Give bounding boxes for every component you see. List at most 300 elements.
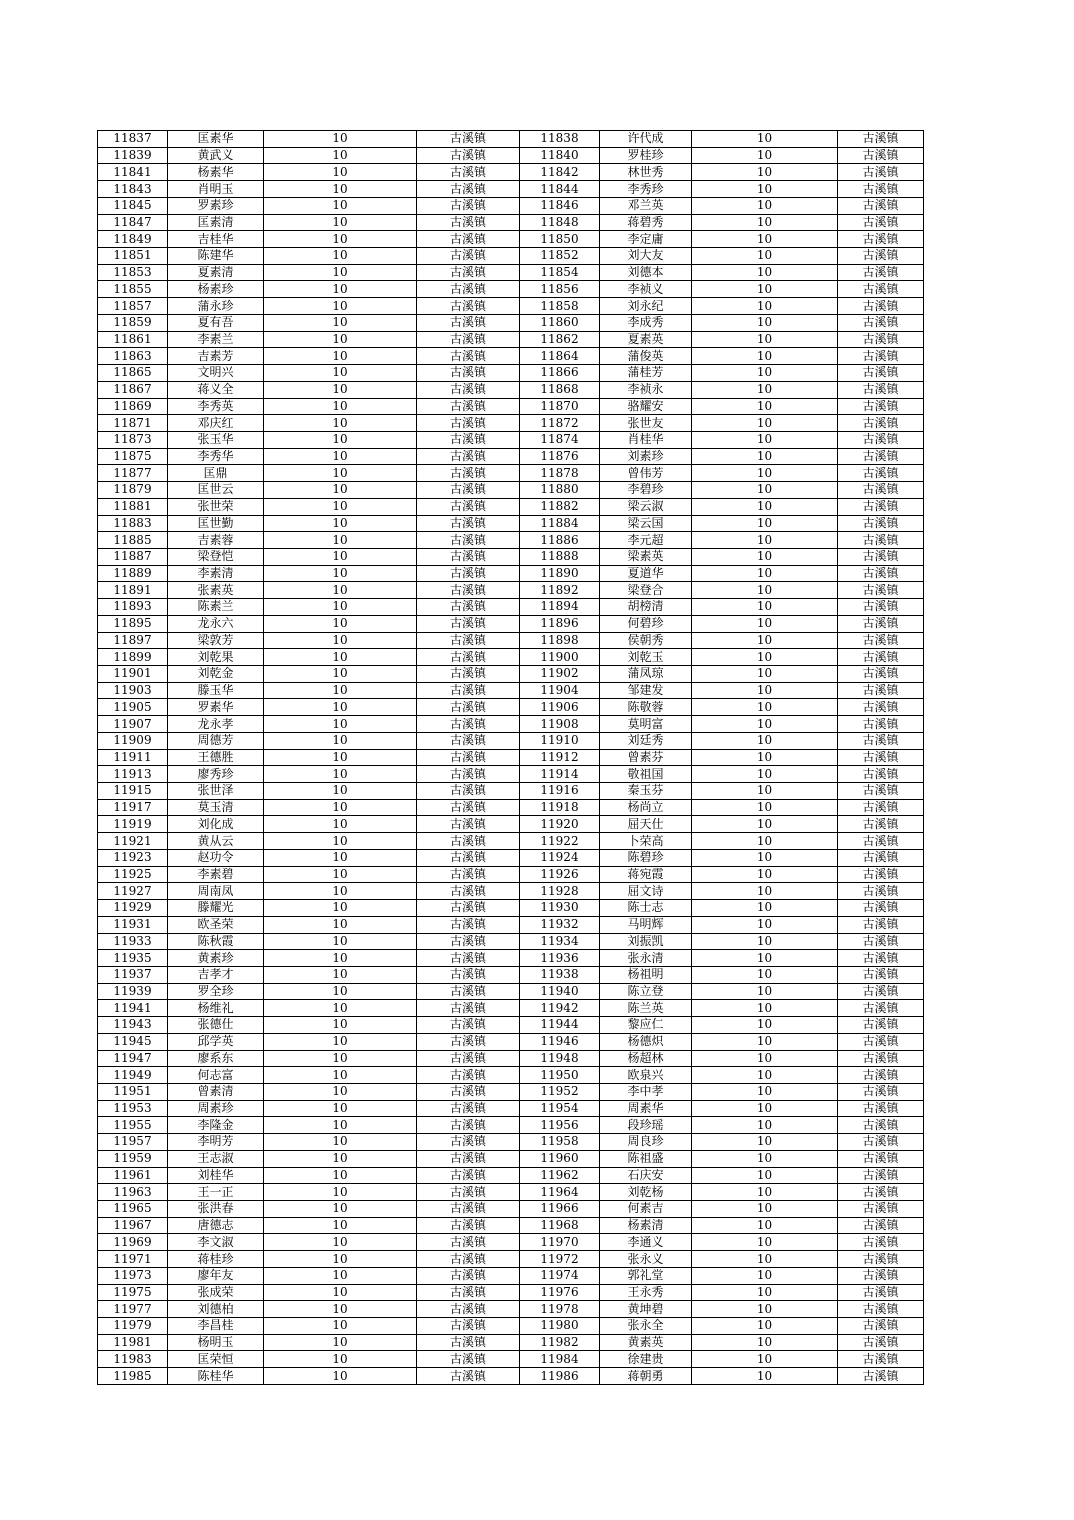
record-id-cell: 11915	[98, 783, 168, 800]
town-cell: 古溪镇	[838, 314, 924, 331]
person-name-cell: 周素华	[600, 1100, 692, 1117]
table-row	[98, 866, 924, 883]
person-name-cell: 蒋宛霞	[600, 866, 692, 883]
person-name-cell: 李素兰	[168, 331, 264, 348]
person-name-cell: 邓兰英	[600, 197, 692, 214]
table-row	[98, 381, 924, 398]
town-cell: 古溪镇	[417, 298, 520, 315]
person-name-cell: 陈祖盛	[600, 1150, 692, 1167]
person-name-cell: 龙永孝	[168, 716, 264, 733]
table-row	[98, 431, 924, 448]
amount-cell: 10	[692, 498, 838, 515]
table-row	[98, 1368, 924, 1385]
table-row	[98, 1184, 924, 1201]
town-cell: 古溪镇	[417, 615, 520, 632]
record-id-cell: 11865	[98, 365, 168, 382]
record-id-cell: 11852	[520, 248, 600, 265]
amount-cell: 10	[264, 632, 417, 649]
amount-cell: 10	[264, 916, 417, 933]
amount-cell: 10	[264, 699, 417, 716]
record-id-cell: 11846	[520, 197, 600, 214]
town-cell: 古溪镇	[838, 799, 924, 816]
amount-cell: 10	[692, 1368, 838, 1385]
person-name-cell: 陈立登	[600, 983, 692, 1000]
table-row	[98, 1134, 924, 1151]
table-row	[98, 933, 924, 950]
record-id-cell: 11887	[98, 548, 168, 565]
table-row	[98, 849, 924, 866]
person-name-cell: 夏素英	[600, 331, 692, 348]
amount-cell: 10	[264, 181, 417, 198]
town-cell: 古溪镇	[838, 783, 924, 800]
record-id-cell: 11837	[98, 131, 168, 148]
table-row	[98, 314, 924, 331]
table-row	[98, 716, 924, 733]
record-id-cell: 11934	[520, 933, 600, 950]
record-id-cell: 11916	[520, 783, 600, 800]
town-cell: 古溪镇	[417, 398, 520, 415]
person-name-cell: 刘桂华	[168, 1167, 264, 1184]
town-cell: 古溪镇	[838, 1284, 924, 1301]
table-row	[98, 1067, 924, 1084]
town-cell: 古溪镇	[417, 649, 520, 666]
record-id-cell: 11953	[98, 1100, 168, 1117]
town-cell: 古溪镇	[838, 398, 924, 415]
person-name-cell: 王志淑	[168, 1150, 264, 1167]
record-id-cell: 11931	[98, 916, 168, 933]
record-id-cell: 11969	[98, 1234, 168, 1251]
record-id-cell: 11838	[520, 131, 600, 148]
town-cell: 古溪镇	[417, 164, 520, 181]
person-name-cell: 李秀珍	[600, 181, 692, 198]
record-id-cell: 11885	[98, 532, 168, 549]
record-id-cell: 11854	[520, 264, 600, 281]
town-cell: 古溪镇	[417, 498, 520, 515]
record-id-cell: 11947	[98, 1050, 168, 1067]
person-name-cell: 何志富	[168, 1067, 264, 1084]
record-id-cell: 11960	[520, 1150, 600, 1167]
record-id-cell: 11867	[98, 381, 168, 398]
record-id-cell: 11920	[520, 816, 600, 833]
town-cell: 古溪镇	[838, 415, 924, 432]
person-name-cell: 黄从云	[168, 833, 264, 850]
person-name-cell: 张永义	[600, 1251, 692, 1268]
table-row	[98, 833, 924, 850]
person-name-cell: 周南凤	[168, 883, 264, 900]
amount-cell: 10	[692, 582, 838, 599]
town-cell: 古溪镇	[417, 1301, 520, 1318]
amount-cell: 10	[692, 381, 838, 398]
town-cell: 古溪镇	[417, 348, 520, 365]
record-id-cell: 11856	[520, 281, 600, 298]
person-name-cell: 黎应仁	[600, 1017, 692, 1034]
record-id-cell: 11866	[520, 365, 600, 382]
record-id-cell: 11963	[98, 1184, 168, 1201]
record-id-cell: 11879	[98, 482, 168, 499]
record-id-cell: 11984	[520, 1351, 600, 1368]
town-cell: 古溪镇	[417, 231, 520, 248]
town-cell: 古溪镇	[417, 833, 520, 850]
amount-cell: 10	[692, 147, 838, 164]
person-name-cell: 王一正	[168, 1184, 264, 1201]
record-id-cell: 11869	[98, 398, 168, 415]
town-cell: 古溪镇	[838, 666, 924, 683]
amount-cell: 10	[692, 548, 838, 565]
town-cell: 古溪镇	[417, 381, 520, 398]
record-id-cell: 11986	[520, 1368, 600, 1385]
amount-cell: 10	[692, 833, 838, 850]
amount-cell: 10	[692, 298, 838, 315]
table-row	[98, 281, 924, 298]
table-row	[98, 164, 924, 181]
town-cell: 古溪镇	[417, 131, 520, 148]
person-name-cell: 李祯义	[600, 281, 692, 298]
town-cell: 古溪镇	[838, 1251, 924, 1268]
record-id-cell: 11891	[98, 582, 168, 599]
record-id-cell: 11893	[98, 599, 168, 616]
town-cell: 古溪镇	[417, 933, 520, 950]
amount-cell: 10	[264, 131, 417, 148]
amount-cell: 10	[264, 381, 417, 398]
town-cell: 古溪镇	[838, 1150, 924, 1167]
amount-cell: 10	[692, 398, 838, 415]
person-name-cell: 匡鼎	[168, 465, 264, 482]
record-id-cell: 11841	[98, 164, 168, 181]
town-cell: 古溪镇	[417, 666, 520, 683]
town-cell: 古溪镇	[417, 1267, 520, 1284]
person-name-cell: 邓庆红	[168, 415, 264, 432]
town-cell: 古溪镇	[838, 582, 924, 599]
record-id-cell: 11910	[520, 732, 600, 749]
person-name-cell: 李碧珍	[600, 482, 692, 499]
town-cell: 古溪镇	[417, 1067, 520, 1084]
amount-cell: 10	[264, 1117, 417, 1134]
town-cell: 古溪镇	[838, 615, 924, 632]
person-name-cell: 蒋义全	[168, 381, 264, 398]
amount-cell: 10	[264, 248, 417, 265]
person-name-cell: 张洪春	[168, 1201, 264, 1218]
town-cell: 古溪镇	[417, 732, 520, 749]
town-cell: 古溪镇	[838, 482, 924, 499]
town-cell: 古溪镇	[838, 933, 924, 950]
person-name-cell: 陈桂华	[168, 1368, 264, 1385]
person-name-cell: 刘乾玉	[600, 649, 692, 666]
town-cell: 古溪镇	[838, 966, 924, 983]
town-cell: 古溪镇	[417, 515, 520, 532]
person-name-cell: 杨明玉	[168, 1334, 264, 1351]
amount-cell: 10	[692, 716, 838, 733]
amount-cell: 10	[692, 1301, 838, 1318]
person-name-cell: 李素清	[168, 565, 264, 582]
town-cell: 古溪镇	[417, 314, 520, 331]
person-name-cell: 曾素芬	[600, 749, 692, 766]
record-id-cell: 11952	[520, 1083, 600, 1100]
person-name-cell: 夏有吾	[168, 314, 264, 331]
person-name-cell: 夏道华	[600, 565, 692, 582]
record-id-cell: 11851	[98, 248, 168, 265]
amount-cell: 10	[264, 532, 417, 549]
person-name-cell: 肖明玉	[168, 181, 264, 198]
town-cell: 古溪镇	[838, 900, 924, 917]
town-cell: 古溪镇	[417, 1334, 520, 1351]
person-name-cell: 邱学英	[168, 1033, 264, 1050]
person-name-cell: 梁云国	[600, 515, 692, 532]
record-id-cell: 11922	[520, 833, 600, 850]
amount-cell: 10	[264, 197, 417, 214]
person-name-cell: 刘化成	[168, 816, 264, 833]
town-cell: 古溪镇	[838, 1050, 924, 1067]
table-row	[98, 916, 924, 933]
person-name-cell: 廖年友	[168, 1267, 264, 1284]
person-name-cell: 匡素华	[168, 131, 264, 148]
person-name-cell: 刘德柏	[168, 1301, 264, 1318]
table-row	[98, 1050, 924, 1067]
amount-cell: 10	[692, 181, 838, 198]
person-name-cell: 林世秀	[600, 164, 692, 181]
amount-cell: 10	[264, 281, 417, 298]
person-name-cell: 罗素华	[168, 699, 264, 716]
town-cell: 古溪镇	[417, 1083, 520, 1100]
amount-cell: 10	[264, 1267, 417, 1284]
person-name-cell: 何素吉	[600, 1201, 692, 1218]
table-row	[98, 632, 924, 649]
amount-cell: 10	[264, 415, 417, 432]
town-cell: 古溪镇	[417, 1368, 520, 1385]
amount-cell: 10	[264, 783, 417, 800]
record-id-cell: 11950	[520, 1067, 600, 1084]
amount-cell: 10	[264, 1251, 417, 1268]
amount-cell: 10	[692, 1167, 838, 1184]
town-cell: 古溪镇	[417, 983, 520, 1000]
table-row	[98, 264, 924, 281]
town-cell: 古溪镇	[838, 181, 924, 198]
table-row	[98, 1217, 924, 1234]
record-id-cell: 11843	[98, 181, 168, 198]
person-name-cell: 罗素珍	[168, 197, 264, 214]
amount-cell: 10	[692, 632, 838, 649]
record-id-cell: 11975	[98, 1284, 168, 1301]
record-id-cell: 11861	[98, 331, 168, 348]
amount-cell: 10	[692, 231, 838, 248]
record-id-cell: 11853	[98, 264, 168, 281]
person-name-cell: 周良珍	[600, 1134, 692, 1151]
amount-cell: 10	[692, 465, 838, 482]
person-name-cell: 曾素清	[168, 1083, 264, 1100]
table-row	[98, 147, 924, 164]
record-id-cell: 11878	[520, 465, 600, 482]
table-row	[98, 1301, 924, 1318]
table-row	[98, 766, 924, 783]
amount-cell: 10	[264, 799, 417, 816]
amount-cell: 10	[692, 281, 838, 298]
town-cell: 古溪镇	[838, 732, 924, 749]
amount-cell: 10	[692, 1267, 838, 1284]
record-id-cell: 11912	[520, 749, 600, 766]
record-id-cell: 11967	[98, 1217, 168, 1234]
town-cell: 古溪镇	[838, 1217, 924, 1234]
person-name-cell: 匡素清	[168, 214, 264, 231]
table-row	[98, 348, 924, 365]
person-name-cell: 匡世云	[168, 482, 264, 499]
table-row	[98, 682, 924, 699]
record-id-cell: 11883	[98, 515, 168, 532]
record-id-cell: 11889	[98, 565, 168, 582]
record-id-cell: 11924	[520, 849, 600, 866]
person-name-cell: 陈建华	[168, 248, 264, 265]
person-name-cell: 张世泽	[168, 783, 264, 800]
town-cell: 古溪镇	[417, 1284, 520, 1301]
record-id-cell: 11977	[98, 1301, 168, 1318]
town-cell: 古溪镇	[417, 816, 520, 833]
person-name-cell: 郭礼堂	[600, 1267, 692, 1284]
person-name-cell: 张素英	[168, 582, 264, 599]
record-id-cell: 11880	[520, 482, 600, 499]
table-row	[98, 131, 924, 148]
record-id-cell: 11955	[98, 1117, 168, 1134]
table-row	[98, 298, 924, 315]
person-name-cell: 刘乾金	[168, 666, 264, 683]
town-cell: 古溪镇	[838, 1033, 924, 1050]
amount-cell: 10	[264, 1318, 417, 1335]
amount-cell: 10	[692, 1033, 838, 1050]
amount-cell: 10	[692, 883, 838, 900]
amount-cell: 10	[264, 1234, 417, 1251]
person-name-cell: 屈文诗	[600, 883, 692, 900]
amount-cell: 10	[692, 983, 838, 1000]
person-name-cell: 李文淑	[168, 1234, 264, 1251]
table-row	[98, 599, 924, 616]
amount-cell: 10	[264, 365, 417, 382]
amount-cell: 10	[264, 515, 417, 532]
record-id-cell: 11961	[98, 1167, 168, 1184]
person-name-cell: 罗全珍	[168, 983, 264, 1000]
record-id-cell: 11884	[520, 515, 600, 532]
record-id-cell: 11921	[98, 833, 168, 850]
person-name-cell: 周素珍	[168, 1100, 264, 1117]
record-id-cell: 11876	[520, 448, 600, 465]
amount-cell: 10	[692, 1251, 838, 1268]
person-name-cell: 杨祖明	[600, 966, 692, 983]
record-id-cell: 11923	[98, 849, 168, 866]
person-name-cell: 杨素珍	[168, 281, 264, 298]
amount-cell: 10	[264, 164, 417, 181]
table-row	[98, 197, 924, 214]
table-row	[98, 398, 924, 415]
amount-cell: 10	[692, 950, 838, 967]
record-id-cell: 11946	[520, 1033, 600, 1050]
record-id-cell: 11881	[98, 498, 168, 515]
record-id-cell: 11908	[520, 716, 600, 733]
record-id-cell: 11898	[520, 632, 600, 649]
amount-cell: 10	[264, 749, 417, 766]
town-cell: 古溪镇	[838, 1267, 924, 1284]
amount-cell: 10	[264, 582, 417, 599]
town-cell: 古溪镇	[838, 1368, 924, 1385]
person-name-cell: 肖桂华	[600, 431, 692, 448]
record-id-cell: 11958	[520, 1134, 600, 1151]
town-cell: 古溪镇	[838, 833, 924, 850]
record-id-cell: 11859	[98, 314, 168, 331]
record-id-cell: 11957	[98, 1134, 168, 1151]
record-id-cell: 11897	[98, 632, 168, 649]
table-row	[98, 749, 924, 766]
amount-cell: 10	[264, 1217, 417, 1234]
table-row	[98, 214, 924, 231]
table-row	[98, 816, 924, 833]
amount-cell: 10	[264, 732, 417, 749]
record-id-cell: 11976	[520, 1284, 600, 1301]
person-name-cell: 陈素兰	[168, 599, 264, 616]
person-name-cell: 许代成	[600, 131, 692, 148]
person-name-cell: 刘素珍	[600, 448, 692, 465]
amount-cell: 10	[692, 1150, 838, 1167]
amount-cell: 10	[692, 1117, 838, 1134]
town-cell: 古溪镇	[838, 950, 924, 967]
record-id-cell: 11971	[98, 1251, 168, 1268]
record-id-cell: 11970	[520, 1234, 600, 1251]
table-row	[98, 799, 924, 816]
amount-cell: 10	[264, 933, 417, 950]
person-name-cell: 骆耀安	[600, 398, 692, 415]
town-cell: 古溪镇	[838, 465, 924, 482]
town-cell: 古溪镇	[838, 1318, 924, 1335]
town-cell: 古溪镇	[838, 331, 924, 348]
amount-cell: 10	[264, 1184, 417, 1201]
amount-cell: 10	[264, 448, 417, 465]
amount-cell: 10	[264, 1201, 417, 1218]
person-name-cell: 匡荣恒	[168, 1351, 264, 1368]
amount-cell: 10	[692, 966, 838, 983]
town-cell: 古溪镇	[417, 1000, 520, 1017]
person-name-cell: 赵功令	[168, 849, 264, 866]
roster-table	[97, 130, 924, 1385]
person-name-cell: 周德芳	[168, 732, 264, 749]
person-name-cell: 欧泉兴	[600, 1067, 692, 1084]
amount-cell: 10	[264, 1083, 417, 1100]
town-cell: 古溪镇	[417, 950, 520, 967]
record-id-cell: 11964	[520, 1184, 600, 1201]
record-id-cell: 11949	[98, 1067, 168, 1084]
person-name-cell: 刘振凯	[600, 933, 692, 950]
amount-cell: 10	[264, 1017, 417, 1034]
record-id-cell: 11855	[98, 281, 168, 298]
amount-cell: 10	[692, 599, 838, 616]
town-cell: 古溪镇	[838, 816, 924, 833]
amount-cell: 10	[692, 866, 838, 883]
record-id-cell: 11974	[520, 1267, 600, 1284]
amount-cell: 10	[692, 933, 838, 950]
record-id-cell: 11966	[520, 1201, 600, 1218]
person-name-cell: 李昌桂	[168, 1318, 264, 1335]
amount-cell: 10	[692, 448, 838, 465]
town-cell: 古溪镇	[838, 1351, 924, 1368]
table-row	[98, 950, 924, 967]
person-name-cell: 段珍瑶	[600, 1117, 692, 1134]
amount-cell: 10	[264, 883, 417, 900]
town-cell: 古溪镇	[417, 799, 520, 816]
town-cell: 古溪镇	[838, 147, 924, 164]
town-cell: 古溪镇	[417, 916, 520, 933]
record-id-cell: 11926	[520, 866, 600, 883]
town-cell: 古溪镇	[838, 866, 924, 883]
town-cell: 古溪镇	[417, 1318, 520, 1335]
record-id-cell: 11845	[98, 197, 168, 214]
table-row	[98, 1267, 924, 1284]
town-cell: 古溪镇	[417, 482, 520, 499]
amount-cell: 10	[264, 314, 417, 331]
amount-cell: 10	[264, 465, 417, 482]
record-id-cell: 11895	[98, 615, 168, 632]
